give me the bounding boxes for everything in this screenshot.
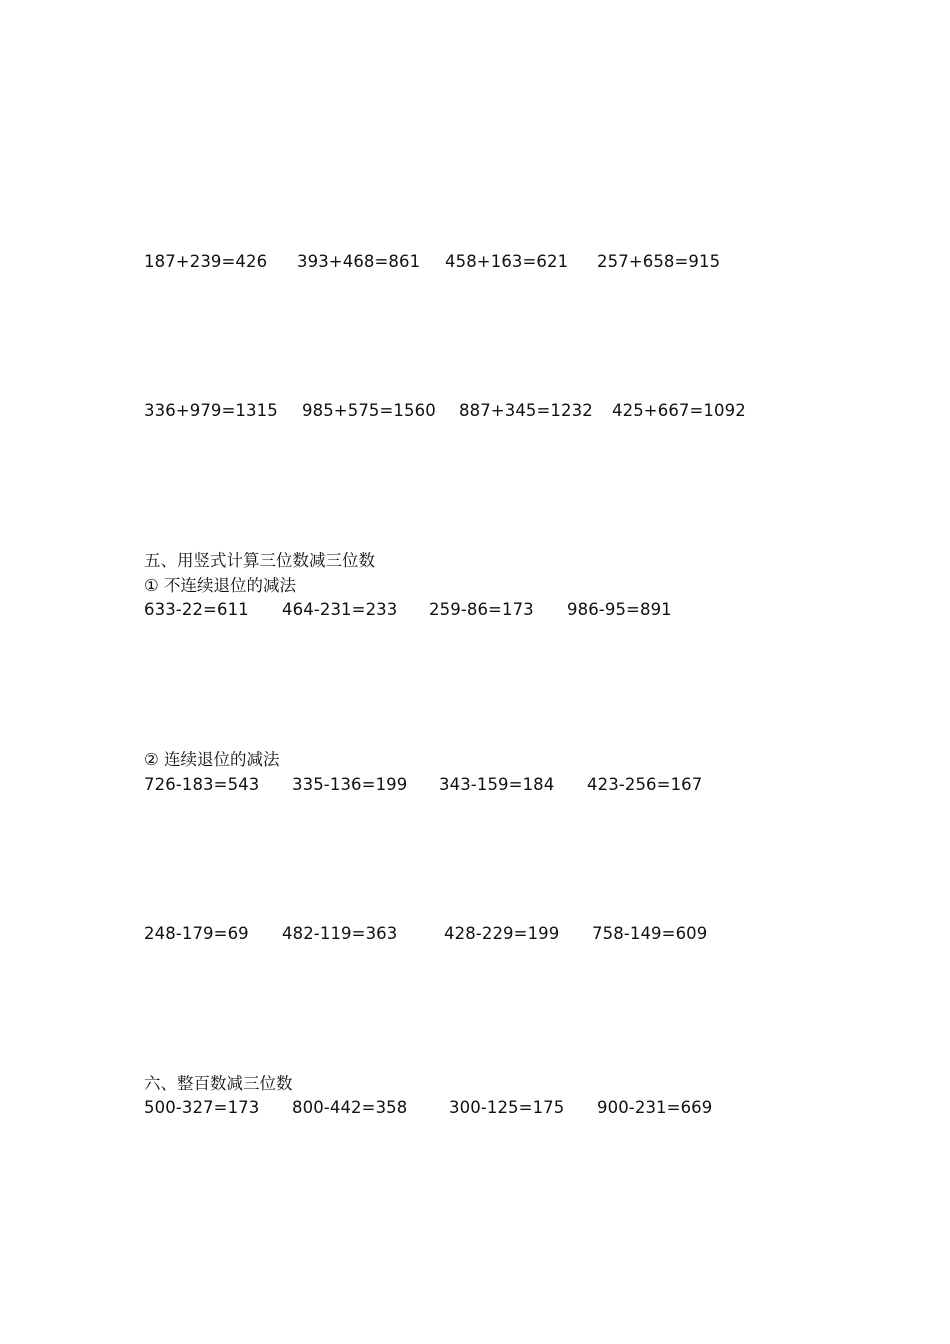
equation: 458+163=621 xyxy=(445,252,569,271)
equation: 300-125=175 xyxy=(449,1098,565,1117)
equation: 986-95=891 xyxy=(567,600,672,619)
equation: 257+658=915 xyxy=(597,252,721,271)
equation: 633-22=611 xyxy=(144,600,249,619)
equation: 393+468=861 xyxy=(297,252,421,271)
equation: 726-183=543 xyxy=(144,775,260,794)
section-title: 六、整百数减三位数 xyxy=(144,1074,293,1093)
equation: 758-149=609 xyxy=(592,924,708,943)
equation: 428-229=199 xyxy=(444,924,560,943)
equation: 343-159=184 xyxy=(439,775,555,794)
equation: 482-119=363 xyxy=(282,924,398,943)
equation: 336+979=1315 xyxy=(144,401,278,420)
equation: 335-136=199 xyxy=(292,775,408,794)
equation: 425+667=1092 xyxy=(612,401,746,420)
equation: 887+345=1232 xyxy=(459,401,593,420)
equation: 500-327=173 xyxy=(144,1098,260,1117)
equation: 187+239=426 xyxy=(144,252,268,271)
equation: 800-442=358 xyxy=(292,1098,408,1117)
equation: 248-179=69 xyxy=(144,924,249,943)
section-title: 五、用竖式计算三位数减三位数 xyxy=(144,551,375,570)
equation: 985+575=1560 xyxy=(302,401,436,420)
subsection-title: ① 不连续退位的减法 xyxy=(144,576,297,595)
subsection-title: ② 连续退位的减法 xyxy=(144,750,280,769)
equation: 423-256=167 xyxy=(587,775,703,794)
equation: 900-231=669 xyxy=(597,1098,713,1117)
equation: 259-86=173 xyxy=(429,600,534,619)
equation: 464-231=233 xyxy=(282,600,398,619)
